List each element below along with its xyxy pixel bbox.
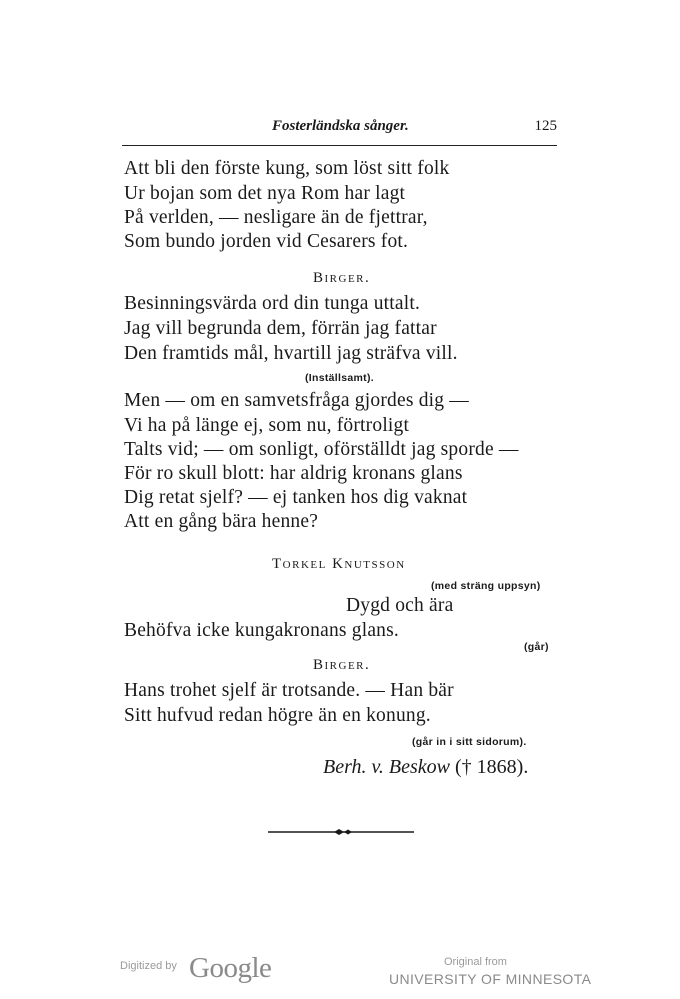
google-logo: Google <box>189 952 272 984</box>
speaker-name: Birger. <box>313 657 371 673</box>
verse-line: Den framtids mål, hvartill jag sträfva vill. <box>124 343 458 364</box>
stage-direction: (med sträng uppsyn) <box>431 580 541 592</box>
verse-line: Hans trohet sjelf är trotsande. — Han bär <box>124 680 454 701</box>
attribution <box>323 756 528 779</box>
verse-line: Men — om en samvetsfråga gjordes dig — <box>124 390 469 411</box>
university-label: UNIVERSITY OF MINNESOTA <box>389 971 592 987</box>
verse-line: Sitt hufvud redan högre än en konung. <box>124 705 431 726</box>
header-rule <box>122 145 557 146</box>
ornament-diamond-right <box>344 830 352 835</box>
verse-line: Dygd och ära <box>346 595 454 616</box>
verse-line: Besinningsvärda ord din tunga uttalt. <box>124 293 421 314</box>
stage-direction: (Inställsamt). <box>305 372 374 384</box>
verse-line: Dig retat sjelf? — ej tanken hos dig vaknat <box>124 487 468 508</box>
verse-line: Jag vill begrunda dem, förrän jag fattar <box>124 318 437 339</box>
running-title: Fosterländska sånger. <box>272 118 409 134</box>
author-name: Berh. v. Beskow <box>323 756 451 778</box>
verse-line: För ro skull blott: har aldrig kronans glans <box>124 463 463 484</box>
running-head <box>122 118 557 140</box>
verse-line: Vi ha på länge ej, som nu, förtroligt <box>124 415 410 436</box>
verse-line: Talts vid; — om sonligt, oförställdt jag sporde — <box>124 439 519 460</box>
page-number: 125 <box>534 118 557 134</box>
digitized-by-label: Digitized by <box>120 960 177 972</box>
stage-direction: (går in i sitt sidorum). <box>412 736 527 748</box>
speaker-name: Torkel Knutsson <box>272 556 406 572</box>
verse-line: Att en gång bära henne? <box>124 511 319 532</box>
author-dates: († 1868). <box>455 756 529 778</box>
verse-line: På verlden, — nesligare än de fjettrar, <box>124 207 428 228</box>
verse-line: Ur bojan som det nya Rom har lagt <box>124 183 406 204</box>
verse-line: Att bli den förste kung, som löst sitt folk <box>124 158 450 179</box>
ornament-divider <box>268 826 414 838</box>
original-from-label: Original from <box>444 956 507 968</box>
stage-direction: (går) <box>524 641 549 653</box>
ornament-diamond-left <box>334 829 344 835</box>
speaker-name: Birger. <box>313 270 371 286</box>
verse-line: Som bundo jorden vid Cesarers fot. <box>124 231 409 252</box>
verse-line: Behöfva icke kungakronans glans. <box>124 620 399 641</box>
